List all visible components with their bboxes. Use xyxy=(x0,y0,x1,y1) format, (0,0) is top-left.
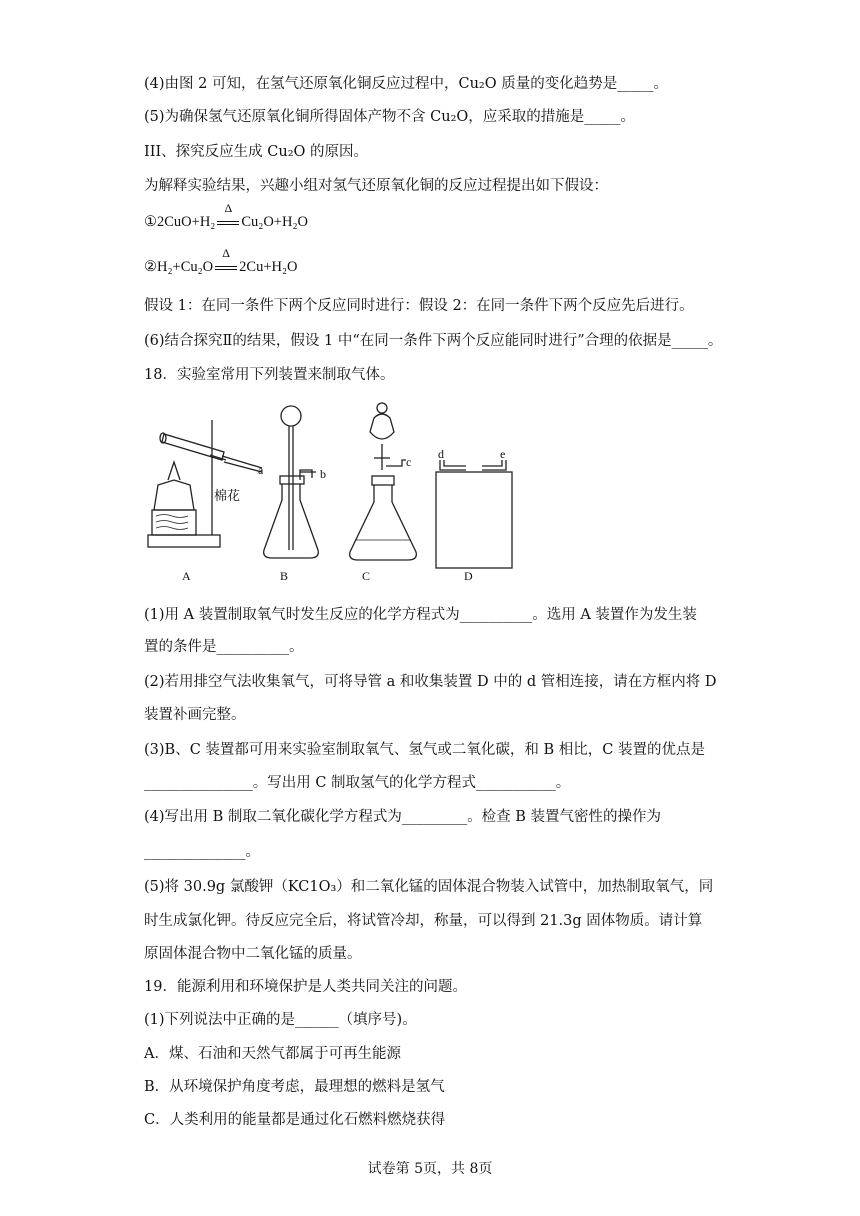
q18-part3-line2: _______________。写出用 C 制取氢气的化学方程式___________。 xyxy=(144,775,571,791)
label-D: D xyxy=(464,569,473,583)
q17-section-iii: III、探究反应生成 Cu₂O 的原因。 xyxy=(144,144,369,160)
label-c: c xyxy=(406,455,412,469)
q18-part4-line2: ______________。 xyxy=(144,844,260,860)
q17-part4: (4)由图 2 可知，在氢气还原氧化铜反应过程中，Cu₂O 质量的变化趋势是_____。 xyxy=(144,76,668,92)
label-C: C xyxy=(362,569,371,583)
equation-1 xyxy=(144,201,308,231)
q18-part4-line1: (4)写出用 B 制取二氧化碳化学方程式为_________。检查 B 装置气密性的操作为 xyxy=(144,809,662,825)
equation-1-right: Cu₂O+H₂O xyxy=(241,214,308,230)
label-B: B xyxy=(280,569,289,583)
heat-arrow: Δ xyxy=(215,214,241,231)
q18-part1-line2: 置的条件是__________。 xyxy=(144,639,304,655)
q19-option-a: A．煤、石油和天然气都属于可再生能源 xyxy=(144,1046,401,1062)
q18-part2-line1: (2)若用排空气法收集氧气，可将导管 a 和收集装置 D 中的 d 管相连接，请在方框内将 D xyxy=(144,674,717,690)
q18-part3-line1: (3)B、C 装置都可用来实验室制取氧气、氢气或二氧化碳，和 B 相比，C 装置的优点是 xyxy=(144,742,705,758)
q19-option-c: C．人类利用的能量都是通过化石燃料燃烧获得 xyxy=(144,1112,446,1128)
label-A: A xyxy=(182,569,191,583)
stand-base xyxy=(148,535,220,547)
q19-part1: (1)下列说法中正确的是______（填序号)。 xyxy=(144,1012,417,1028)
equation-2 xyxy=(144,246,298,276)
label-cotton: 棉花 xyxy=(214,489,241,504)
q18-part5-line2: 时生成氯化钾。待反应完全后，将试管冷却，称量，可以得到 21.3g 固体物质。请计算 xyxy=(144,913,703,929)
q18-stem: 18．实验室常用下列装置来制取气体。 xyxy=(144,367,395,383)
q17-hypotheses: 假设 1：在同一条件下两个反应同时进行：假设 2：在同一条件下两个反应先后进行。 xyxy=(144,298,694,314)
apparatus-figure xyxy=(144,400,524,585)
equation-2-right: 2Cu+H₂O xyxy=(239,259,298,275)
q18-part2-line2: 装置补画完整。 xyxy=(144,707,246,723)
q17-part5: (5)为确保氢气还原氧化铜所得固体产物不含 Cu₂O，应采取的措施是_____。 xyxy=(144,109,636,125)
equation-1-left: ①2CuO+H₂ xyxy=(144,214,216,230)
q19-option-b: B．从环境保护角度考虑，最理想的燃料是氢气 xyxy=(144,1079,445,1095)
label-b: b xyxy=(320,467,326,481)
equation-2-left: ②H₂+Cu₂O xyxy=(144,259,214,275)
page-footer: 试卷第 5页，共 8页 xyxy=(367,1161,493,1177)
q18-part1-line1: (1)用 A 装置制取氧气时发生反应的化学方程式为__________。选用 A 装置作为发生装 xyxy=(144,607,697,623)
q19-stem: 19．能源利用和环境保护是人类共同关注的问题。 xyxy=(144,979,467,995)
q18-part5-line1: (5)将 30.9g 氯酸钾（KC1O₃）和二氧化锰的固体混合物装入试管中，加热制取氧气，同 xyxy=(144,879,714,895)
q18-part5-line3: 原固体混合物中二氧化锰的质量。 xyxy=(144,946,362,962)
q17-part6: (6)结合探究Ⅱ的结果，假设 1 中“在同一条件下两个反应能同时进行”合理的依据是_____。 xyxy=(144,333,723,349)
label-e: e xyxy=(500,447,506,461)
label-a: a xyxy=(258,463,264,477)
label-d: d xyxy=(438,447,444,461)
heat-arrow: Δ xyxy=(213,259,239,276)
q17-intro: 为解释实验结果，兴趣小组对氢气还原氧化铜的反应过程提出如下假设： xyxy=(144,178,608,194)
